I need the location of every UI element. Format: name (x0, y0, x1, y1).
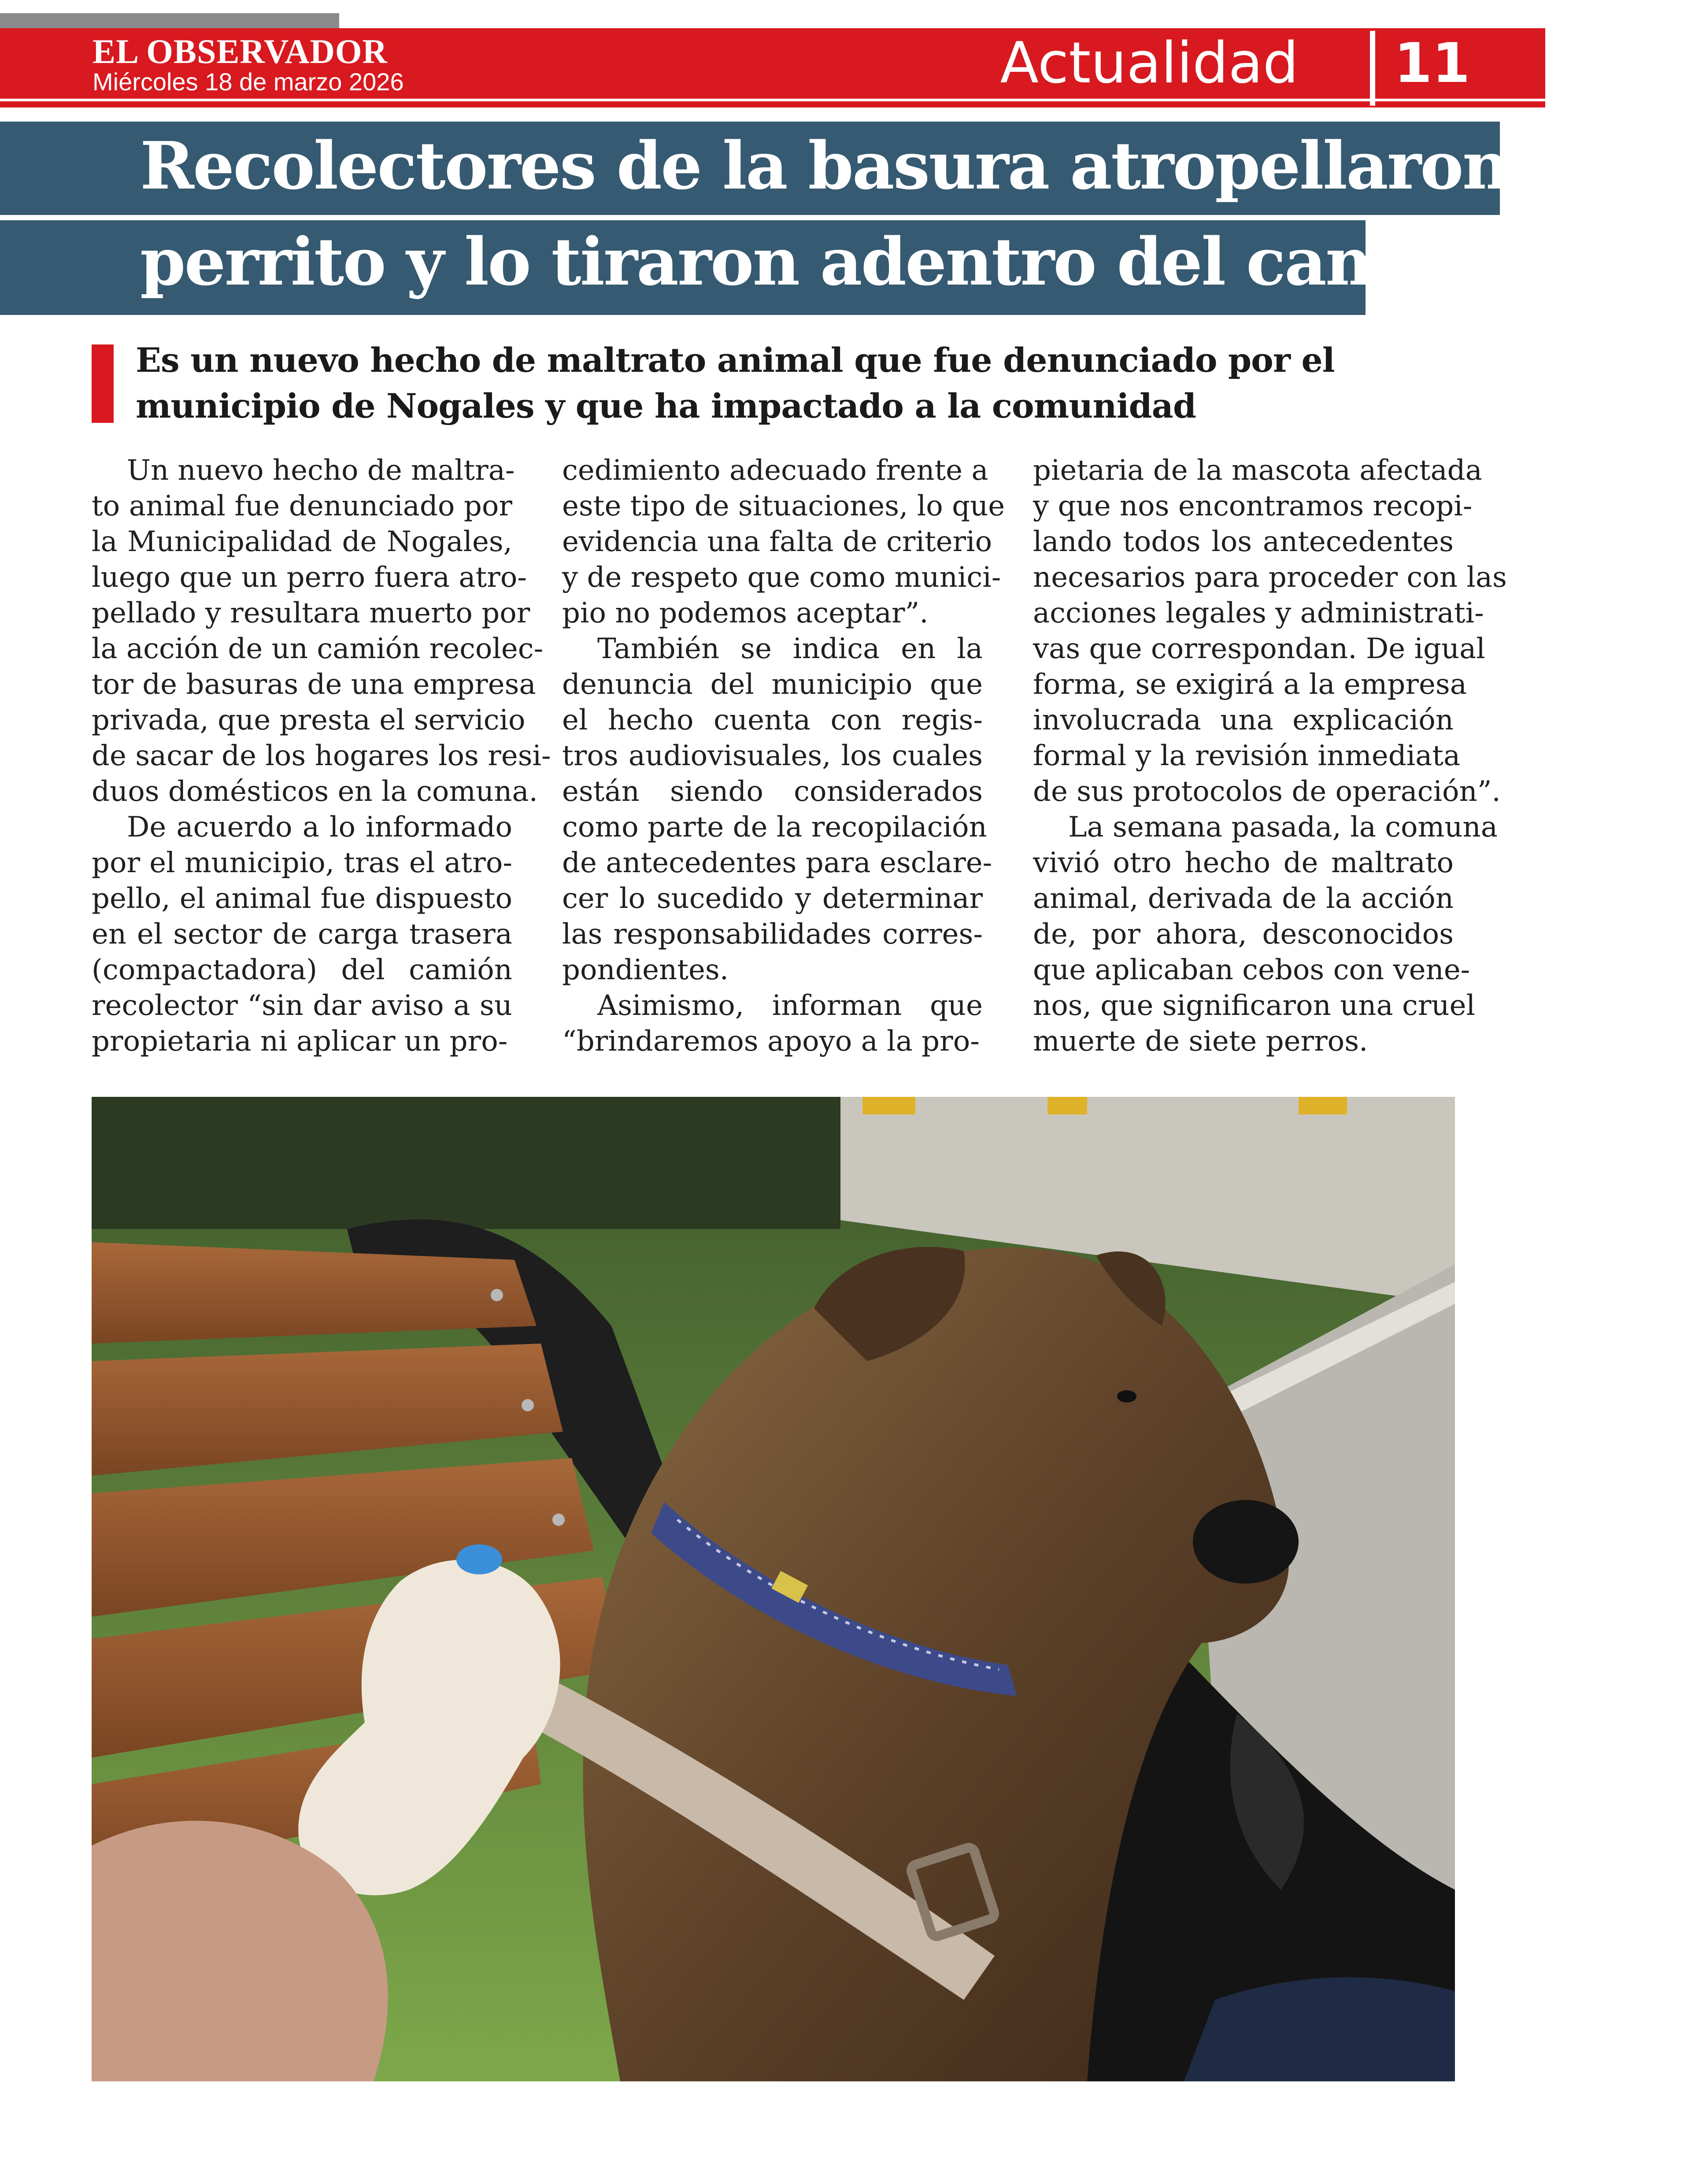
article-text-line: También se indica en la (597, 633, 983, 665)
article-text-line: y que nos encontramos recopi- (1033, 490, 1473, 522)
article-text-line: recolector “sin dar aviso a su (92, 989, 512, 1022)
article-text-line: vas que correspondan. De igual (1033, 633, 1485, 665)
subhead-line-2: municipio de Nogales y que ha impactado a la comunidad (136, 386, 1196, 426)
article-text-line: de antecedentes para esclare- (562, 847, 992, 879)
article-text-line: el hecho cuenta con regis- (562, 704, 983, 737)
article-text-line: privada, que presta el servicio (92, 704, 526, 737)
dog-photo-illustration (92, 1097, 1455, 2081)
article-column-2 (562, 453, 1005, 1059)
article-text-line: “brindaremos apoyo a la pro- (562, 1025, 980, 1058)
article-text-line: Un nuevo hecho de maltra- (127, 454, 515, 487)
article-text-line: en el sector de carga trasera (92, 918, 512, 951)
article-text-line: de sacar de los hogares los resi- (92, 740, 551, 772)
article-text-line: muerte de siete perros. (1033, 1025, 1368, 1058)
article-text-line: de, por ahora, desconocidos (1033, 918, 1454, 951)
subhead-line-1: Es un nuevo hecho de maltrato animal que fue denunciado por el (136, 341, 1335, 380)
article-column-3 (1033, 453, 1507, 1059)
page-number: 11 (1394, 32, 1470, 95)
article-text-line: evidencia una falta de criterio (562, 526, 992, 558)
article-text-line: necesarios para proceder con las (1033, 561, 1507, 594)
article-text-line: animal, derivada de la acción (1033, 882, 1454, 915)
article-text-line: de sus protocolos de operación”. (1033, 775, 1501, 808)
article-text-line: forma, se exigirá a la empresa (1033, 668, 1467, 701)
article-text-line: cer lo sucedido y determinar (562, 882, 983, 915)
article-text-line: luego que un perro fuera atro- (92, 561, 527, 594)
newspaper-name: EL OBSERVADOR (93, 32, 388, 70)
article-text-line: que aplicaban cebos con vene- (1033, 954, 1470, 986)
article-text-line: pello, el animal fue dispuesto (92, 882, 512, 915)
article-photo-dog-on-bench (92, 1097, 1455, 2081)
subheadline (136, 337, 1413, 429)
top-gray-strip (0, 13, 339, 28)
article-text-line: formal y la revisión inmediata (1033, 740, 1461, 772)
article-text-line: tor de basuras de una empresa (92, 668, 536, 701)
article-text-line: lando todos los antecedentes (1033, 526, 1454, 558)
article-text-line: pondientes. (562, 954, 729, 986)
article-text-line: por el municipio, tras el atro- (92, 847, 512, 879)
article-text-line: nos, que significaron una cruel (1033, 989, 1475, 1022)
article-text-line: y de respeto que como munici- (562, 561, 1001, 594)
article-text-line: duos domésticos en la comuna. (92, 775, 538, 808)
article-text-line: involucrada una explicación (1033, 704, 1454, 737)
article-text-line: La semana pasada, la comuna (1068, 811, 1498, 844)
article-text-line: De acuerdo a lo informado (127, 811, 512, 844)
article-text-line: están siendo considerados (562, 775, 983, 808)
article-text-line: este tipo de situaciones, lo que (562, 490, 1005, 522)
article-text-line: Asimismo, informan que (597, 989, 983, 1022)
article-text-line: pellado y resultara muerto por (92, 597, 530, 629)
article-text-line: vivió otro hecho de maltrato (1033, 847, 1454, 879)
article-text-line: propietaria ni aplicar un pro- (92, 1025, 508, 1058)
article-text-line: tros audiovisuales, los cuales (562, 740, 983, 772)
article-text-line: las responsabilidades corres- (562, 918, 983, 951)
article-text-line: cedimiento adecuado frente a (562, 454, 988, 487)
article-text-line: la Municipalidad de Nogales, (92, 526, 512, 558)
article-text-line: la acción de un camión recolec- (92, 633, 544, 665)
section-title: Actualidad (1000, 30, 1299, 96)
headline-line-1: Recolectores de la basura atropellaron a un (140, 127, 1684, 204)
article-text-line: pietaria de la mascota afectada (1033, 454, 1482, 487)
headline-line-2: perrito y lo tiraron adentro del camión (140, 223, 1505, 300)
page-number-divider (1370, 31, 1375, 106)
article-text-line: (compactadora) del camión (92, 954, 512, 986)
article-text-line: denuncia del municipio que (562, 668, 983, 701)
issue-date: Miércoles 18 de marzo 2026 (93, 68, 404, 96)
article-text-line: pio no podemos aceptar”. (562, 597, 929, 629)
subhead-accent-bar (92, 344, 114, 423)
article-text-line: acciones legales y administrati- (1033, 597, 1484, 629)
article-text-line: to animal fue denunciado por (92, 490, 512, 522)
article-text-line: como parte de la recopilación (562, 811, 987, 844)
masthead-rule (0, 99, 1545, 101)
article-column-1 (92, 453, 551, 1059)
